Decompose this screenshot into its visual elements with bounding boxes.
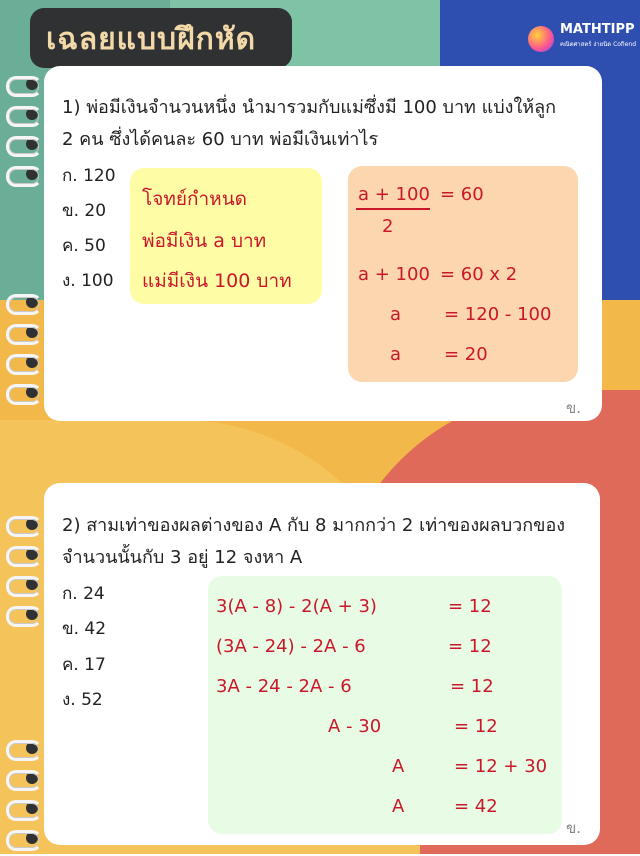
q2-option-c: ค. 17 (62, 655, 106, 675)
q1-answer-mark: ข. (566, 399, 582, 417)
q1-frac-equals: = 60 (440, 184, 484, 205)
q2-step5-lhs: A (392, 756, 405, 777)
q2-step5-rhs: = 12 + 30 (454, 756, 548, 777)
q2-step2-lhs: (3A - 24) - 2A - 6 (216, 636, 366, 657)
q1-text-line1: 1) พ่อมีเงินจำนวนหนึ่ง นำมารวมกับแม่ซึ่งมี 100 บาท แบ่งให้ลูก (62, 97, 557, 118)
brand-logo-icon (528, 26, 554, 52)
q2-text-line2: จำนวนนั้นกับ 3 อยู่ 12 จงหา A (62, 547, 303, 568)
q2-step2-rhs: = 12 (448, 636, 492, 657)
q2-option-a: ก. 24 (62, 584, 105, 604)
binder-rings-mid (2, 290, 38, 410)
q1-step2-rhs: = 120 - 100 (444, 304, 552, 325)
q2-step6-lhs: A (392, 796, 405, 817)
q2-step4-lhs: A - 30 (328, 716, 382, 737)
q2-option-b: ข. 42 (62, 619, 107, 639)
q1-option-c: ค. 50 (62, 236, 106, 256)
q1-step1-lhs: a + 100 (358, 264, 430, 285)
q1-option-a: ก. 120 (62, 166, 116, 186)
q1-step3-rhs: = 20 (444, 344, 488, 365)
q2-step6-rhs: = 42 (454, 796, 498, 817)
q2-step3-rhs: = 12 (450, 676, 494, 697)
q1-given-heading: โจทย์กำหนด (142, 188, 248, 210)
q2-text-line1: 2) สามเท่าของผลต่างของ A กับ 8 มากกว่า 2 เท่าของผลบวกของ (62, 515, 566, 536)
brand-name: MATHTIPP (560, 22, 635, 37)
binder-rings-top (2, 72, 38, 192)
q1-option-d: ง. 100 (62, 271, 114, 291)
q1-step1-rhs: = 60 x 2 (440, 264, 518, 285)
q2-step4-rhs: = 12 (454, 716, 498, 737)
q1-given-father: พ่อมีเงิน a บาท (142, 230, 267, 252)
q1-frac-denominator: 2 (382, 216, 394, 237)
q1-fraction-bar (356, 208, 430, 210)
q2-answer-mark: ข. (566, 819, 582, 837)
q1-text-line2: 2 คน ซึ่งได้คนละ 60 บาท พ่อมีเงินเท่าไร (62, 129, 379, 150)
q2-step3-lhs: 3A - 24 - 2A - 6 (216, 676, 352, 697)
page-title: เฉลยแบบฝึกหัด (46, 22, 257, 57)
binder-rings-lower (2, 512, 38, 632)
q2-step1-lhs: 3(A - 8) - 2(A + 3) (216, 596, 377, 617)
binder-rings-bottom (2, 736, 38, 856)
q1-step3-lhs: a (390, 344, 402, 365)
q1-step2-lhs: a (390, 304, 402, 325)
q1-frac-numerator: a + 100 (358, 184, 430, 205)
q1-option-b: ข. 20 (62, 201, 107, 221)
brand-tagline: คณิตศาสตร์ ง่ายนิด Cofiend (560, 41, 637, 48)
q1-given-mother: แม่มีเงิน 100 บาท (142, 270, 292, 292)
q2-step1-rhs: = 12 (448, 596, 492, 617)
q2-option-d: ง. 52 (62, 690, 103, 710)
